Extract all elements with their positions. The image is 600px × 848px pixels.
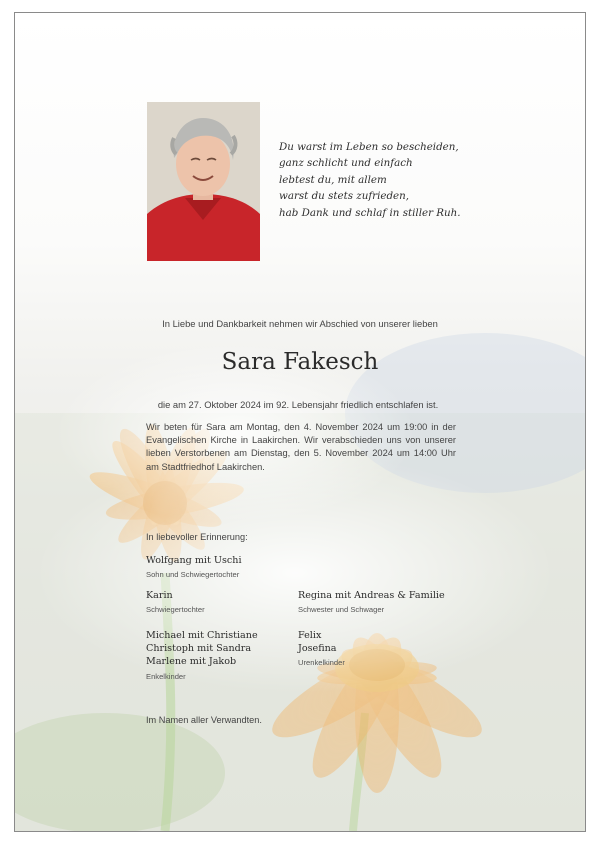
poem-line: ganz schlicht und einfach bbox=[279, 157, 413, 170]
mourner-relation: Schwiegertochter bbox=[146, 605, 205, 615]
mourner-name: Karin bbox=[146, 590, 173, 601]
deceased-name: Sara Fakesch bbox=[221, 349, 379, 375]
mourner-group bbox=[146, 554, 242, 579]
mourner-relation: Enkelkinder bbox=[146, 671, 186, 681]
closing-text: Im Namen aller Verwandten. bbox=[146, 715, 262, 725]
obituary-page bbox=[14, 12, 586, 832]
mourner-name: Christoph mit Sandra bbox=[146, 643, 252, 655]
memory-label: In liebevoller Erinnerung: bbox=[146, 532, 248, 542]
portrait-photo bbox=[147, 102, 260, 261]
poem-line: Du warst im Leben so bescheiden, bbox=[279, 141, 459, 153]
mourner-name: Josefina bbox=[298, 643, 337, 655]
mourner-name: Michael mit Christiane bbox=[146, 630, 258, 641]
mourner-name: Felix bbox=[298, 630, 322, 641]
mourner-group bbox=[298, 589, 445, 614]
mourner-name: Regina mit Andreas & Familie bbox=[298, 590, 445, 601]
mourner-group bbox=[146, 629, 258, 681]
mourner-name: Wolfgang mit Uschi bbox=[146, 555, 242, 566]
mourner-name: Marlene mit Jakob bbox=[146, 656, 237, 668]
mourner-group bbox=[146, 589, 205, 614]
poem-line: hab Dank und schlaf in stiller Ruh. bbox=[279, 206, 461, 219]
mourner-group bbox=[298, 629, 345, 667]
intro-text: In Liebe und Dankbarkeit nehmen wir Abschied von unserer lieben bbox=[162, 318, 438, 329]
funeral-details: Wir beten für Sara am Montag, den 4. November 2024 um 19:00 in der Evangelischen Kirche in Laakirchen. Wir verabschieden uns von unserer lieben Verstorbenen am Dienstag, den 5. November 2024 um 14:00 Uhr am Stadtfriedhof Laakirchen. bbox=[146, 422, 456, 472]
poem bbox=[279, 139, 539, 221]
poem-line: warst du stets zufrieden, bbox=[279, 190, 410, 203]
mourner-relation: Schwester und Schwager bbox=[298, 605, 385, 615]
portrait-icon bbox=[147, 102, 260, 261]
death-notice: die am 27. Oktober 2024 im 92. Lebensjahr friedlich entschlafen ist. bbox=[157, 399, 439, 410]
mourner-relation: Sohn und Schwiegertochter bbox=[146, 570, 240, 580]
mourner-relation: Urenkelkinder bbox=[298, 658, 345, 668]
poem-line: lebtest du, mit allem bbox=[279, 173, 387, 186]
